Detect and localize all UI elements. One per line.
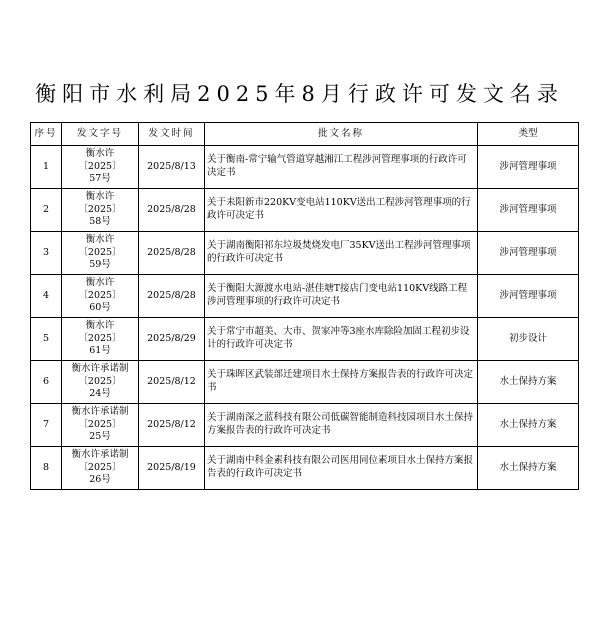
row-doc-no xyxy=(62,275,139,318)
row-doc-no xyxy=(62,189,139,232)
doc-no-year: 〔2025〕 xyxy=(78,375,122,387)
doc-no-year: 〔2025〕 xyxy=(78,203,122,215)
row-doc-no xyxy=(62,361,139,404)
doc-no-prefix: 衡水许承诺制 xyxy=(71,363,129,375)
doc-no-number: 60号 xyxy=(89,302,111,314)
header-no: 序号 xyxy=(31,123,62,146)
table-row xyxy=(31,146,579,189)
row-date: 2025/8/28 xyxy=(139,275,205,318)
doc-no-prefix: 衡水许承诺制 xyxy=(71,406,129,418)
row-date: 2025/8/28 xyxy=(139,189,205,232)
doc-no-prefix: 衡水许承诺制 xyxy=(71,449,129,461)
table-row xyxy=(31,232,579,275)
row-name: 关于常宁市超美、大市、贺家冲等3座水库除险加固工程初步设计的行政许可决定书 xyxy=(205,318,478,361)
row-name: 关于湖南衡阳祁东垃圾焚烧发电厂35KV送出工程涉河管理事项的行政许可决定书 xyxy=(205,232,478,275)
row-date: 2025/8/13 xyxy=(139,146,205,189)
doc-no-number: 61号 xyxy=(89,345,111,357)
row-name: 关于湖南深之蓝科技有限公司低碳智能制造科技园项目水土保持方案报告表的行政许可决定书 xyxy=(205,404,478,447)
doc-no-prefix: 衡水许 xyxy=(85,191,115,203)
row-type: 涉河管理事项 xyxy=(478,275,579,318)
row-date: 2025/8/12 xyxy=(139,361,205,404)
row-date: 2025/8/12 xyxy=(139,404,205,447)
doc-no-prefix: 衡水许 xyxy=(85,277,115,289)
page-title: 衡阳市水利局2025年8月行政许可发文名录 xyxy=(35,82,564,106)
row-no: 2 xyxy=(31,189,62,232)
row-doc-no xyxy=(62,404,139,447)
header-type: 类型 xyxy=(478,123,579,146)
doc-no-year: 〔2025〕 xyxy=(78,332,122,344)
row-name: 关于衡南-常宁输气管道穿越湘江工程涉河管理事项的行政许可决定书 xyxy=(205,146,478,189)
doc-no-number: 57号 xyxy=(89,173,111,185)
row-name: 关于湖南中科金素科技有限公司医用同位素项目水土保持方案报告表的行政许可决定书 xyxy=(205,447,478,490)
table-header-row xyxy=(31,123,579,146)
row-name: 关于耒阳新市220KV变电站110KV送出工程涉河管理事项的行政许可决定书 xyxy=(205,189,478,232)
row-name: 关于衡阳大源渡水电站-湛佳塘T接店门变电站110KV线路工程涉河管理事项的行政许可决定书 xyxy=(205,275,478,318)
row-date: 2025/8/19 xyxy=(139,447,205,490)
doc-no-number: 58号 xyxy=(89,216,111,228)
header-doc-no: 发文字号 xyxy=(62,123,139,146)
table-row xyxy=(31,447,579,490)
row-no: 3 xyxy=(31,232,62,275)
row-no: 1 xyxy=(31,146,62,189)
doc-no-prefix: 衡水许 xyxy=(85,320,115,332)
row-name: 关于珠晖区武装部迁建项目水土保持方案报告表的行政许可决定书 xyxy=(205,361,478,404)
header-date: 发文时间 xyxy=(139,123,205,146)
header-name: 批文名称 xyxy=(205,123,478,146)
doc-no-prefix: 衡水许 xyxy=(85,148,115,160)
row-no: 4 xyxy=(31,275,62,318)
row-date: 2025/8/29 xyxy=(139,318,205,361)
row-doc-no xyxy=(62,318,139,361)
row-type: 涉河管理事项 xyxy=(478,232,579,275)
doc-no-number: 26号 xyxy=(89,474,111,486)
row-type: 初步设计 xyxy=(478,318,579,361)
doc-no-prefix: 衡水许 xyxy=(85,234,115,246)
doc-no-number: 24号 xyxy=(89,388,111,400)
row-doc-no xyxy=(62,447,139,490)
row-doc-no xyxy=(62,232,139,275)
table-row xyxy=(31,318,579,361)
doc-no-number: 59号 xyxy=(89,259,111,271)
doc-no-year: 〔2025〕 xyxy=(78,418,122,430)
row-type: 水土保持方案 xyxy=(478,361,579,404)
row-no: 5 xyxy=(31,318,62,361)
permit-list-table xyxy=(30,122,579,490)
row-doc-no xyxy=(62,146,139,189)
table-row xyxy=(31,361,579,404)
doc-no-year: 〔2025〕 xyxy=(78,289,122,301)
row-type: 水土保持方案 xyxy=(478,447,579,490)
row-no: 6 xyxy=(31,361,62,404)
row-type: 涉河管理事项 xyxy=(478,189,579,232)
table-row xyxy=(31,189,579,232)
doc-no-number: 25号 xyxy=(89,431,111,443)
row-type: 水土保持方案 xyxy=(478,404,579,447)
row-no: 8 xyxy=(31,447,62,490)
row-type: 涉河管理事项 xyxy=(478,146,579,189)
row-no: 7 xyxy=(31,404,62,447)
doc-no-year: 〔2025〕 xyxy=(78,160,122,172)
doc-no-year: 〔2025〕 xyxy=(78,461,122,473)
doc-no-year: 〔2025〕 xyxy=(78,246,122,258)
row-date: 2025/8/28 xyxy=(139,232,205,275)
table-row xyxy=(31,275,579,318)
table-row xyxy=(31,404,579,447)
